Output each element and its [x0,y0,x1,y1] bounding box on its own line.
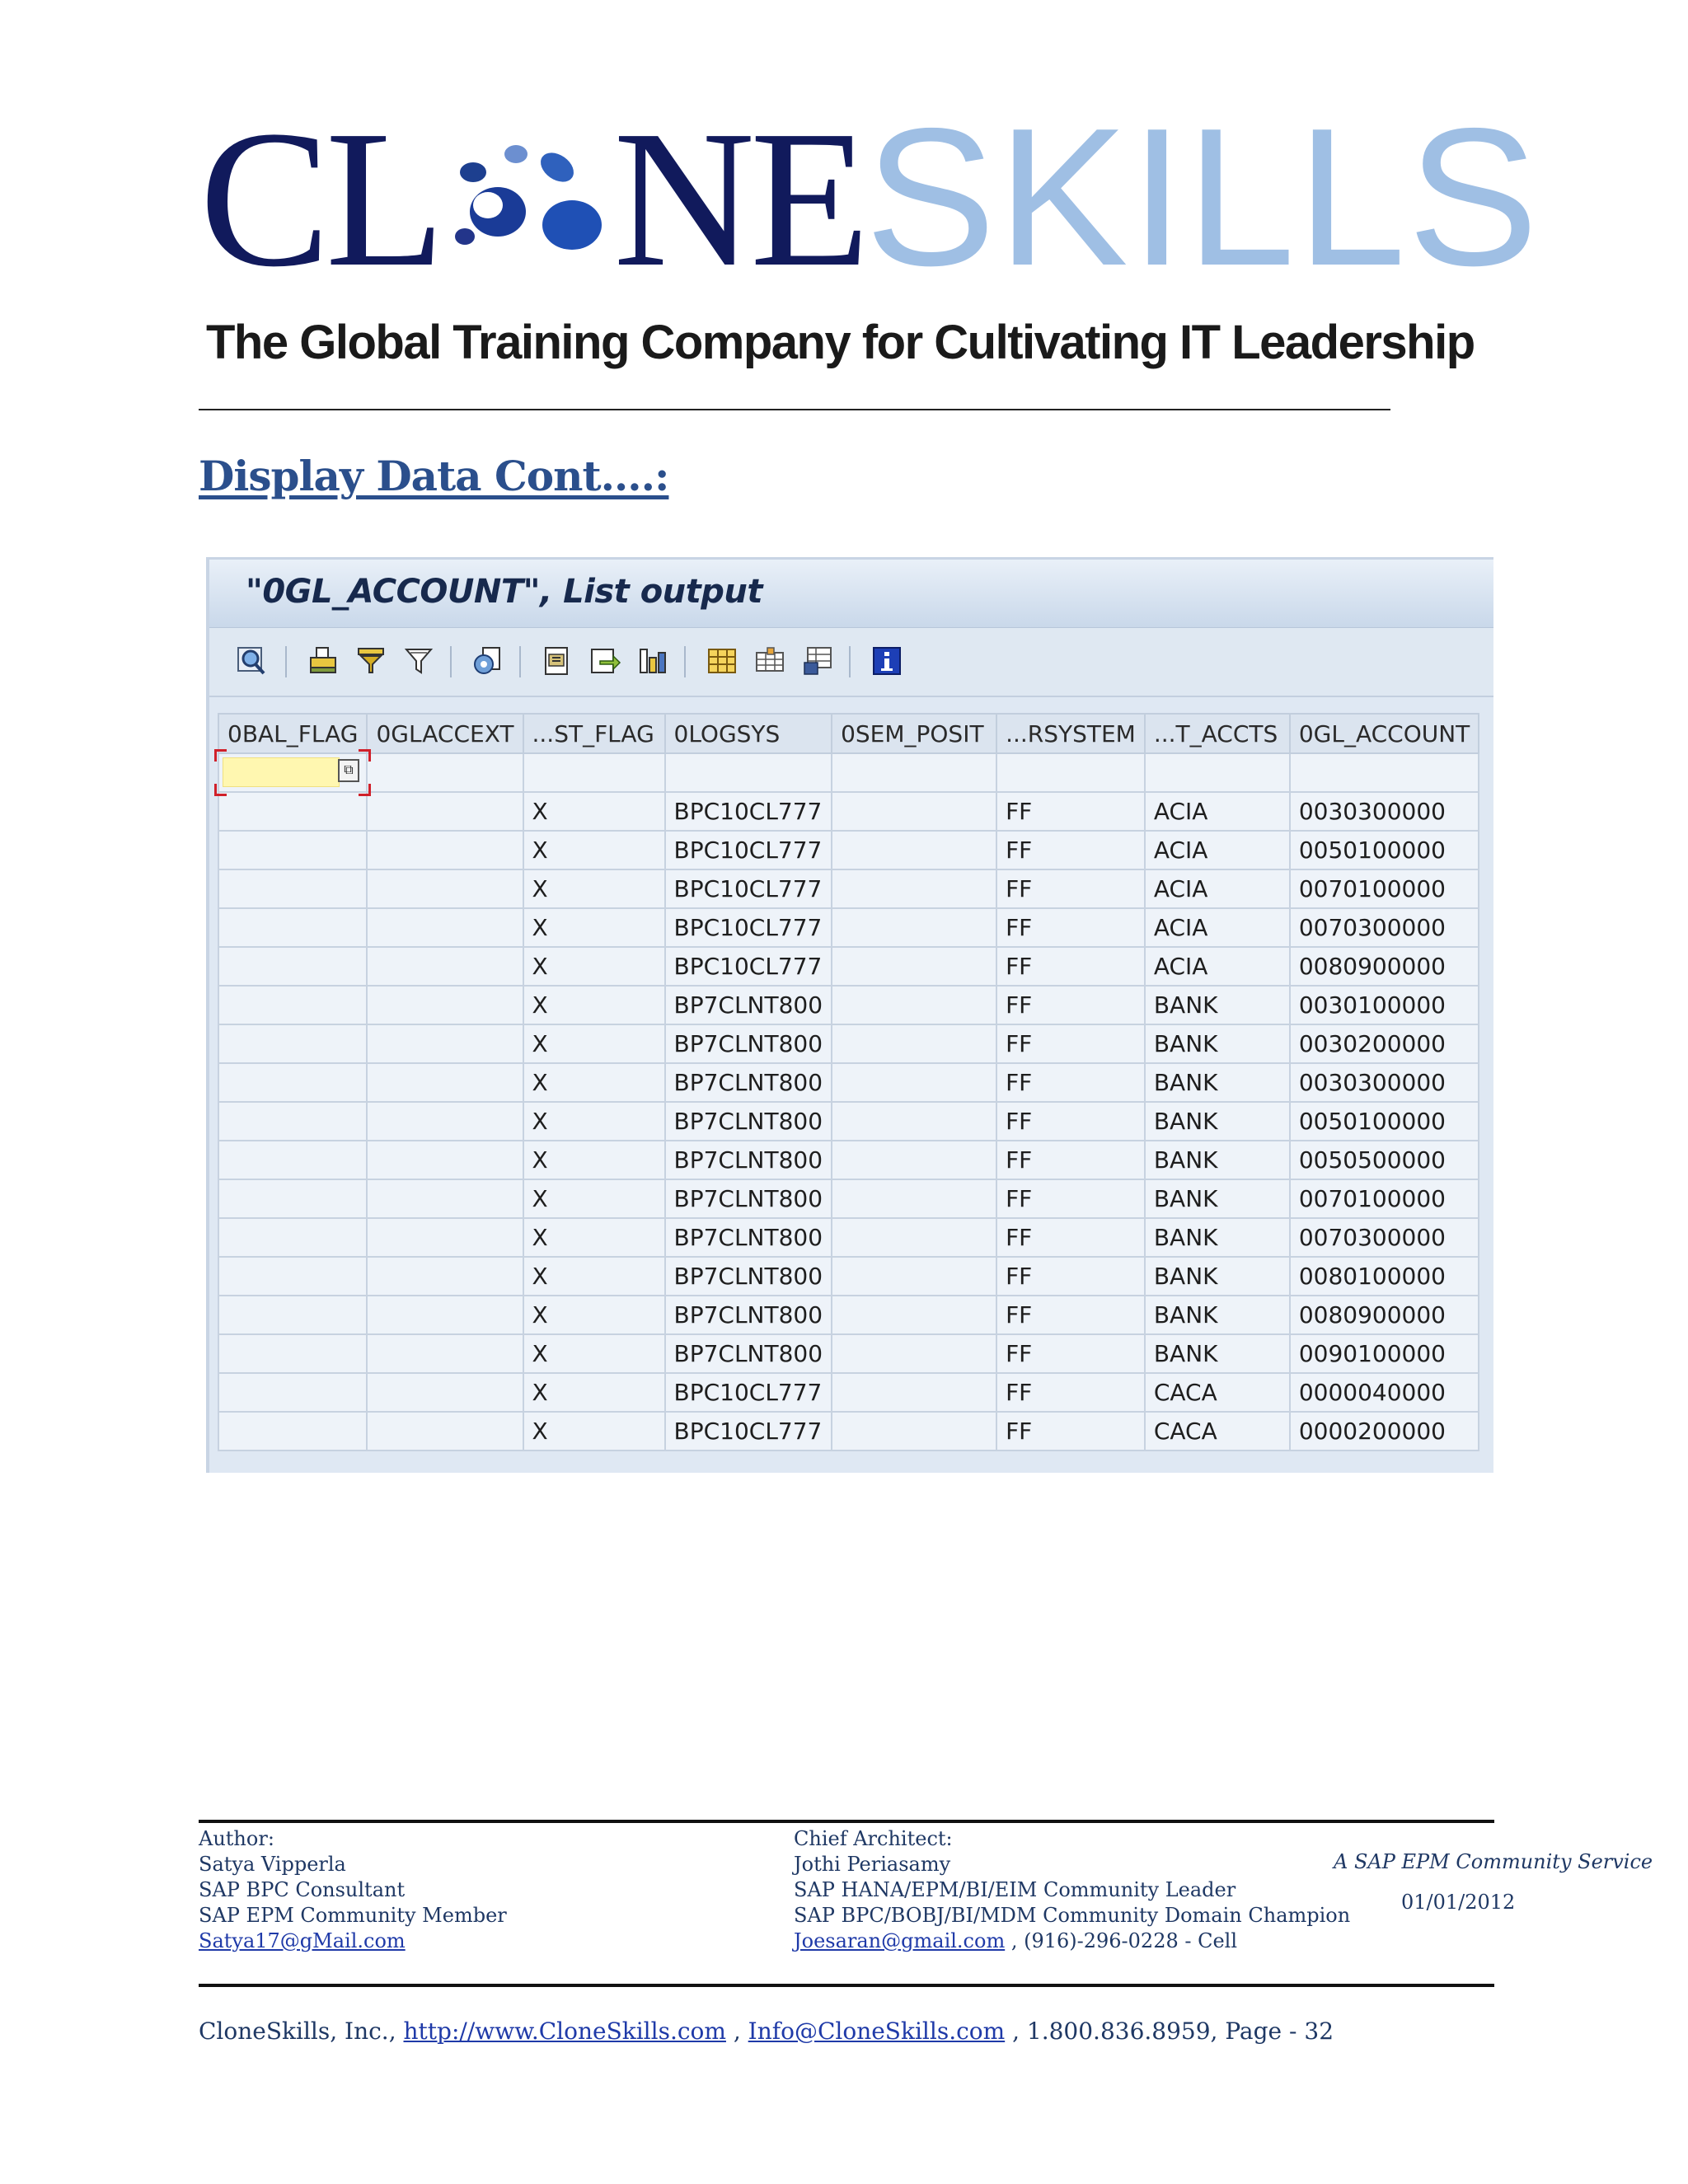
table-cell[interactable]: FF [996,986,1145,1024]
table-cell[interactable]: BP7CLNT800 [665,1024,832,1063]
cloneskills-logo [199,88,1540,307]
table-row [218,1373,1479,1412]
table-cell[interactable]: ACIA [1145,831,1290,869]
table-cell[interactable] [832,1218,996,1257]
table-cell[interactable] [218,792,367,831]
table-cell[interactable]: BPC10CL777 [665,908,832,947]
table-cell[interactable]: BP7CLNT800 [665,1334,832,1373]
column-header[interactable]: ...RSYSTEM [996,714,1145,753]
architect-label: Chief Architect: [794,1827,953,1850]
table-cell[interactable] [218,947,367,986]
table-cell[interactable]: 0080100000 [1290,1257,1479,1296]
table-cell[interactable]: X [523,908,665,947]
table-cell[interactable]: BP7CLNT800 [665,1102,832,1141]
table-cell[interactable]: 0070300000 [1290,908,1479,947]
table-cell[interactable] [832,1412,996,1451]
column-header[interactable]: 0SEM_POSIT [832,714,996,753]
table-cell[interactable]: BP7CLNT800 [665,1296,832,1334]
table-row [218,792,1479,831]
logo-part-2: NE [613,91,865,307]
table-cell[interactable]: FF [996,1179,1145,1218]
table-cell[interactable]: BPC10CL777 [665,792,832,831]
table-cell[interactable] [832,1334,996,1373]
filter-icon[interactable] [402,644,435,677]
table-cell[interactable] [832,792,996,831]
table-cell[interactable] [832,869,996,908]
table-cell[interactable] [218,1296,367,1334]
table-cell[interactable]: X [523,1063,665,1102]
table-cell[interactable]: FF [996,1373,1145,1412]
table-cell[interactable]: FF [996,947,1145,986]
author-email-link[interactable]: Satya17@gMail.com [199,1929,406,1952]
table-cell[interactable] [832,1257,996,1296]
table-cell[interactable] [832,753,996,792]
community-service-label: A SAP EPM Community Service [1334,1850,1653,1873]
company-contact-line [199,2018,1334,2045]
footer-divider-bottom [199,1984,1494,1987]
table-cell[interactable]: BANK [1145,1257,1290,1296]
table-cell[interactable]: 0000040000 [1290,1373,1479,1412]
table-cell[interactable] [218,1412,367,1451]
table-cell[interactable]: X [523,1373,665,1412]
author-label: Author: [199,1827,274,1850]
table-cell[interactable]: 0050500000 [1290,1141,1479,1179]
table-cell[interactable]: FF [996,1218,1145,1257]
toolbar-separator [519,646,521,677]
table-cell[interactable]: X [523,1218,665,1257]
table-cell[interactable]: BP7CLNT800 [665,1257,832,1296]
table-cell[interactable]: 0090100000 [1290,1334,1479,1373]
table-cell[interactable] [218,908,367,947]
column-header[interactable]: 0GLACCEXT [367,714,523,753]
architect-name: Jothi Periasamy [794,1853,951,1876]
table-cell[interactable]: X [523,1102,665,1141]
column-header[interactable]: 0LOGSYS [665,714,832,753]
table-cell[interactable] [832,908,996,947]
data-table [218,713,1479,1451]
table-row [218,908,1479,947]
table-cell[interactable]: X [523,1296,665,1334]
table-cell[interactable] [832,1024,996,1063]
table-cell[interactable]: BPC10CL777 [665,1412,832,1451]
table-cell[interactable] [218,869,367,908]
table-cell[interactable] [832,1063,996,1102]
table-cell[interactable]: 0000200000 [1290,1412,1479,1451]
cell-input[interactable] [223,757,340,787]
change-layout-icon[interactable] [753,644,786,677]
table-cell[interactable]: 0030300000 [1290,792,1479,831]
table-cell[interactable] [523,753,665,792]
table-cell[interactable]: X [523,869,665,908]
table-cell[interactable]: BANK [1145,1063,1290,1102]
table-cell[interactable]: CACA [1145,1373,1290,1412]
table-row [218,1102,1479,1141]
table-cell[interactable] [1290,753,1479,792]
table-cell[interactable]: FF [996,1257,1145,1296]
table-row [218,986,1479,1024]
table-cell[interactable]: BANK [1145,1024,1290,1063]
table-cell[interactable] [832,1102,996,1141]
table-row [218,1218,1479,1257]
export-icon[interactable] [541,644,574,677]
table-cell[interactable]: FF [996,908,1145,947]
table-cell[interactable] [218,1373,367,1412]
table-cell[interactable]: BP7CLNT800 [665,1141,832,1179]
table-cell[interactable]: X [523,947,665,986]
author-role: SAP EPM Community Member [199,1904,507,1927]
table-row [218,1141,1479,1179]
table-cell[interactable] [218,831,367,869]
logo-dots-graphic [440,151,613,274]
table-cell[interactable]: X [523,831,665,869]
table-cell[interactable]: FF [996,792,1145,831]
table-row [218,1334,1479,1373]
value-help-icon[interactable]: ⧉ [338,759,359,782]
table-cell[interactable]: X [523,1412,665,1451]
column-header[interactable]: ...T_ACCTS [1145,714,1290,753]
table-cell[interactable] [218,986,367,1024]
table-cell[interactable]: BANK [1145,1296,1290,1334]
header-divider [199,409,1390,410]
table-cell[interactable]: CACA [1145,1412,1290,1451]
table-cell[interactable]: BP7CLNT800 [665,1063,832,1102]
table-cell[interactable] [367,908,523,947]
footer-divider-top [199,1820,1494,1823]
filter-set-icon[interactable] [354,644,387,677]
table-cell[interactable] [218,1024,367,1063]
table-cell[interactable] [367,792,523,831]
table-cell[interactable]: FF [996,1412,1145,1451]
table-cell[interactable]: FF [996,869,1145,908]
table-cell[interactable]: 0070300000 [1290,1218,1479,1257]
table-cell[interactable]: ACIA [1145,792,1290,831]
table-cell[interactable]: FF [996,1141,1145,1179]
table-cell[interactable]: 0080900000 [1290,947,1479,986]
table-cell[interactable] [832,1179,996,1218]
architect-block [794,1826,1350,1954]
column-header[interactable]: ...ST_FLAG [523,714,665,753]
table-cell[interactable]: BANK [1145,986,1290,1024]
architect-role: SAP BPC/BOBJ/BI/MDM Community Domain Champion [794,1904,1351,1927]
table-cell[interactable] [367,1412,523,1451]
table-cell[interactable]: BP7CLNT800 [665,986,832,1024]
toolbar-separator [285,646,287,677]
table-cell[interactable]: 0050100000 [1290,831,1479,869]
sap-list-output-window [206,557,1493,1473]
table-row [218,1179,1479,1218]
table-cell[interactable]: X [523,1141,665,1179]
column-header[interactable]: 0GL_ACCOUNT [1290,714,1479,753]
table-cell[interactable]: BANK [1145,1218,1290,1257]
table-cell[interactable] [832,831,996,869]
contact-email-link[interactable]: Info@CloneSkills.com [748,2018,1006,2045]
table-cell[interactable] [367,1218,523,1257]
architect-phone: , (916)-296-0228 - Cell [1005,1929,1238,1952]
tagline: The Global Training Company for Cultivating IT Leadership [206,316,1475,369]
table-row [218,1257,1479,1296]
author-name: Satya Vipperla [199,1853,346,1876]
table-cell[interactable] [367,1179,523,1218]
table-cell[interactable]: 0030300000 [1290,1063,1479,1102]
table-cell[interactable]: X [523,1257,665,1296]
column-header[interactable]: 0BAL_FLAG [218,714,367,753]
table-row [218,1063,1479,1102]
print-icon[interactable] [307,644,340,677]
table-cell[interactable]: X [523,1179,665,1218]
table-cell[interactable]: BANK [1145,1141,1290,1179]
table-row [218,947,1479,986]
table-cell[interactable]: FF [996,1296,1145,1334]
table-cell[interactable]: BANK [1145,1179,1290,1218]
table-cell[interactable] [996,753,1145,792]
table-row [218,1412,1479,1451]
table-cell[interactable]: X [523,792,665,831]
table-header-row [218,714,1479,753]
table-cell[interactable] [218,1257,367,1296]
sap-window-title: "0GL_ACCOUNT", List output [246,573,762,611]
logo-part-3: SKILLS [865,88,1540,307]
table-cell[interactable] [832,1141,996,1179]
table-cell[interactable] [832,1373,996,1412]
table-cell[interactable] [218,1218,367,1257]
table-cell[interactable]: X [523,1334,665,1373]
table-cell[interactable] [218,1141,367,1179]
author-role: SAP BPC Consultant [199,1878,406,1901]
toolbar-separator [684,646,686,677]
table-cell[interactable]: 0030200000 [1290,1024,1479,1063]
table-cell[interactable] [367,753,523,792]
table-cell[interactable]: BP7CLNT800 [665,1218,832,1257]
table-cell[interactable] [367,1373,523,1412]
architect-role: SAP HANA/EPM/BI/EIM Community Leader [794,1878,1236,1901]
table-cell[interactable]: BPC10CL777 [665,1373,832,1412]
table-cell[interactable] [367,1063,523,1102]
logo-wordmark [199,88,1540,307]
author-block [199,1826,507,1954]
table-cell[interactable]: 0050100000 [1290,1102,1479,1141]
table-cell[interactable]: 0030100000 [1290,986,1479,1024]
table-cell[interactable] [367,1024,523,1063]
table-cell[interactable]: 0070100000 [1290,1179,1479,1218]
import-icon[interactable] [588,644,621,677]
logo-part-1: CL [199,91,441,307]
table-cell[interactable]: FF [996,1063,1145,1102]
table-cell[interactable]: BPC10CL777 [665,831,832,869]
table-cell[interactable]: BPC10CL777 [665,869,832,908]
settings-icon[interactable] [471,644,504,677]
table-cell[interactable]: ACIA [1145,947,1290,986]
table-cell[interactable]: X [523,1024,665,1063]
chart-icon[interactable] [636,644,669,677]
table-cell[interactable] [367,1257,523,1296]
table-cell[interactable] [367,1296,523,1334]
table-cell[interactable] [832,986,996,1024]
table-cell[interactable] [832,947,996,986]
table-row-input [218,753,1479,792]
table-cell[interactable]: FF [996,1102,1145,1141]
table-cell[interactable] [832,1296,996,1334]
document-date: 01/01/2012 [1401,1891,1516,1914]
table-cell[interactable]: FF [996,831,1145,869]
table-cell[interactable] [218,1102,367,1141]
details-icon[interactable] [236,644,269,677]
table-cell[interactable] [367,986,523,1024]
table-cell[interactable]: X [523,986,665,1024]
table-cell[interactable] [1145,753,1290,792]
architect-email-link[interactable]: Joesaran@gmail.com [794,1929,1006,1952]
table-cell[interactable] [367,831,523,869]
phone-and-page: , 1.800.836.8959, Page - 32 [1005,2018,1334,2045]
table-cell[interactable]: FF [996,1334,1145,1373]
table-cell[interactable] [367,869,523,908]
table-row [218,831,1479,869]
table-cell[interactable] [367,947,523,986]
table-cell[interactable] [367,1102,523,1141]
table-cell[interactable]: BANK [1145,1102,1290,1141]
table-cell[interactable]: ACIA [1145,908,1290,947]
save-layout-icon[interactable] [801,644,834,677]
table-cell[interactable]: BANK [1145,1334,1290,1373]
toolbar-separator [849,646,851,677]
table-cell[interactable] [367,1141,523,1179]
table-cell[interactable] [218,1334,367,1373]
website-link[interactable]: http://www.CloneSkills.com [403,2018,726,2045]
table-cell[interactable]: 0080900000 [1290,1296,1479,1334]
table-cell[interactable]: BP7CLNT800 [665,1179,832,1218]
sap-toolbar [209,628,1493,697]
table-row [218,869,1479,908]
table-row [218,1296,1479,1334]
toolbar-separator [450,646,452,677]
layout-icon[interactable] [706,644,738,677]
table-cell[interactable]: ACIA [1145,869,1290,908]
table-cell[interactable] [367,1334,523,1373]
table-row [218,1024,1479,1063]
separator: , [725,2018,748,2045]
page-title: Display Data Cont….: [199,452,669,500]
table-cell[interactable] [665,753,832,792]
info-icon[interactable] [870,644,903,677]
company-name: CloneSkills, Inc., [199,2018,404,2045]
table-cell[interactable]: 0070100000 [1290,869,1479,908]
table-cell[interactable]: FF [996,1024,1145,1063]
selected-input-cell[interactable] [218,753,367,792]
table-cell[interactable] [218,1063,367,1102]
sap-window-titlebar [209,560,1493,628]
table-cell[interactable] [218,1179,367,1218]
table-cell[interactable]: BPC10CL777 [665,947,832,986]
